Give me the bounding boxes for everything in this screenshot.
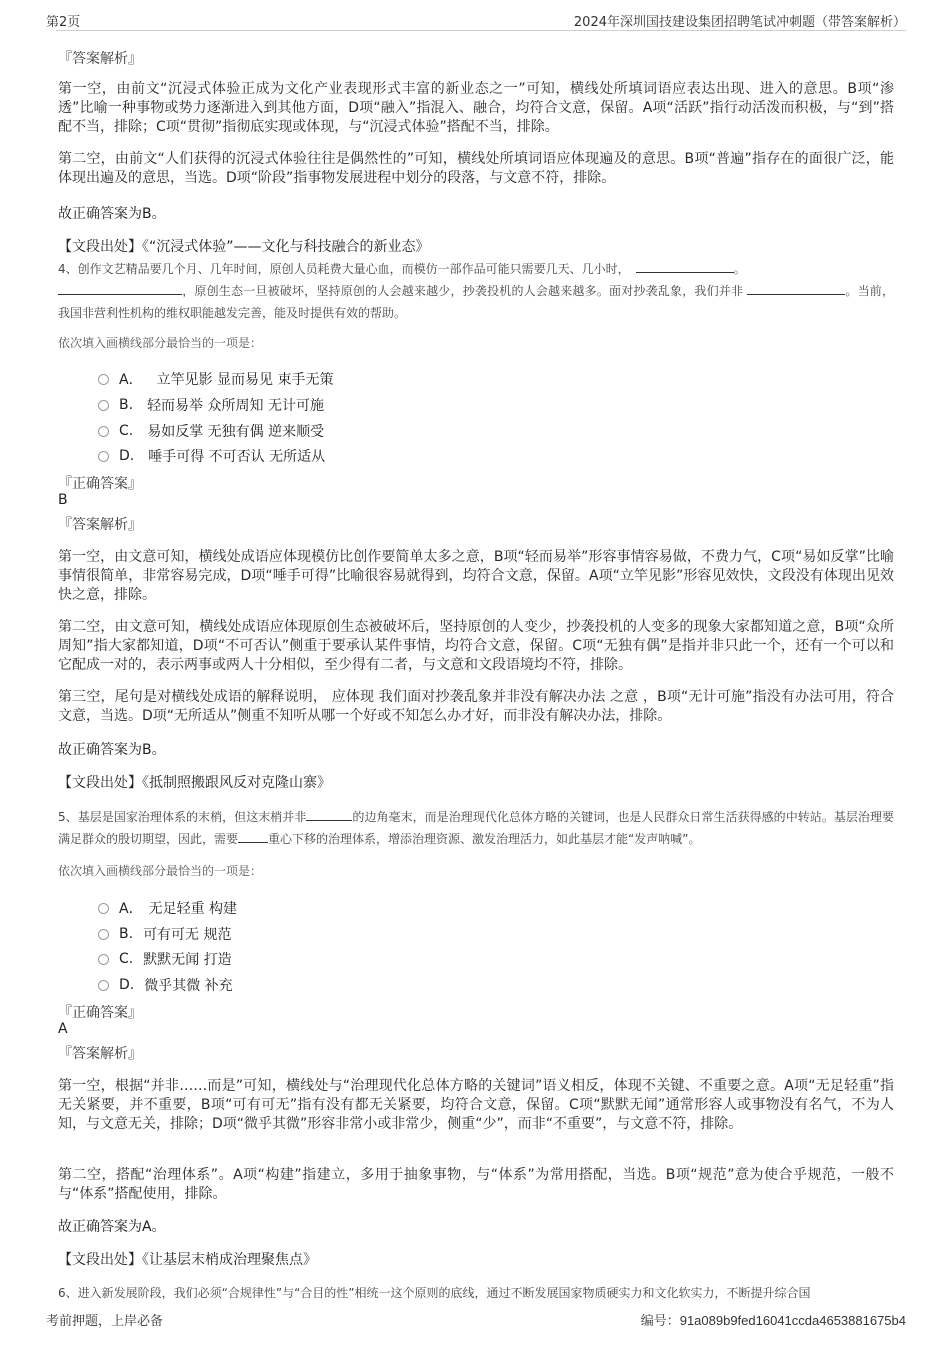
q4-conclusion: 故正确答案为B。 bbox=[58, 742, 166, 758]
q5-correct-label: 『正确答案』 bbox=[58, 1005, 142, 1021]
q4-blank-1 bbox=[636, 262, 734, 273]
radio-icon[interactable] bbox=[98, 954, 109, 965]
radio-icon[interactable] bbox=[98, 426, 109, 437]
radio-icon[interactable] bbox=[98, 374, 109, 385]
q4-analysis-label: 『答案解析』 bbox=[58, 517, 142, 533]
q4-analysis-p3: 第三空，尾句是对横线处成语的解释说明， 应体现 我们面对抄袭乱象并非没有解决办法 之意 ，B项“无计可施”指没有办法可用，符合文意，当选。D项“无所适从”侧重不知听从哪一个好或不知怎么办才好，而非没有解决办法，排除。 bbox=[58, 689, 894, 724]
q4-option-c[interactable]: C. 易如反掌 无独有偶 逆来顺受 bbox=[98, 421, 324, 441]
radio-icon[interactable] bbox=[98, 903, 109, 914]
document-title: 2024年深圳国技建设集团招聘笔试冲刺题（带答案解析） bbox=[573, 15, 906, 30]
footer-slogan: 考前押题，上岸必备 bbox=[46, 1314, 164, 1329]
q4-blank-2 bbox=[58, 284, 182, 295]
q4-option-a[interactable]: A． 立竿见影 显而易见 束手无策 bbox=[98, 369, 333, 389]
q6-stem: 6、进入新发展阶段，我们必须“合规律性”与“合目的性”相统一这个原则的底线，通过不断发展国家物质硬实力和文化软实力，不断提升综合国 bbox=[58, 1286, 811, 1300]
q4-instruction: 依次填入画横线部分最恰当的一项是： bbox=[58, 336, 263, 350]
q5-stem: 5、基层是国家治理体系的末梢，但这末梢并非 的边角毫末，而是治理现代化总体方略的关键词，也是人民群众日常生活获得感的中转站。基层治理要满足群众的殷切期望，因此，需要 重心下移的治理体系，增添治理资源、激发治理活力，如此基层才能“发声呐喊”。 bbox=[58, 810, 894, 846]
q5-analysis-p1: 第一空，根据“并非……而是”可知，横线处与“治理现代化总体方略的关键词”语义相反，体现不关键、不重要之意。A项“无足轻重”指无关紧要，并不重要，B项“可有可无”指有没有都无关紧要，均符合文意，保留。C项“默默无闻”通常形容人或事物没有名气，不为人知，与文意无关，排除；D项“微乎其微”形容非常小或非常少，侧重“少”，而非“不重要”，与文意不符，排除。 bbox=[58, 1078, 894, 1132]
q5-option-c[interactable]: C. 默默无闻 打造 bbox=[98, 949, 232, 969]
radio-icon[interactable] bbox=[98, 980, 109, 991]
page-number: 第2页 bbox=[46, 15, 81, 30]
q5-instruction: 依次填入画横线部分最恰当的一项是： bbox=[58, 864, 263, 878]
radio-icon[interactable] bbox=[98, 400, 109, 411]
q3-analysis-label: 『答案解析』 bbox=[58, 51, 142, 67]
page-footer bbox=[46, 1310, 906, 1329]
q4-stem: 4、创作文艺精品要几个月、几年时间，原创人员耗费大量心血，而模仿一部作品可能只需要几天、几小时， 。 ，原创生态一旦被破坏，坚持原创的人会越来越少，抄袭投机的人会越来越多。面对抄袭乱象，我们并非 。当前，我国非营利性机构的维权职能越发完善，能及时提供有效的帮助。 bbox=[58, 262, 894, 320]
q4-analysis-p2: 第二空，由文意可知，横线处成语应体现原创生态被破坏后，坚持原创的人变少，抄袭投机的人变多的现象大家都知道之意，B项“众所周知”指大家都知道，D项“不可否认”侧重于要承认某件事情，均符合文意，保留。C项“无独有偶”是指并非只此一个，还有一个可以和它配成一对的，表示两事或两人十分相似，至少得有二者，与文意和文段语境均不符，排除。 bbox=[58, 619, 894, 673]
q4-blank-3 bbox=[747, 284, 845, 295]
page-header bbox=[46, 8, 906, 31]
q5-analysis-p2: 第二空，搭配“治理体系”。A项“构建”指建立，多用于抽象事物，与“体系”为常用搭配，当选。B项“规范”意为使合乎规范，一般不与“体系”搭配使用，排除。 bbox=[58, 1167, 894, 1202]
q5-correct-answer: A bbox=[58, 1021, 68, 1037]
q5-blank-2 bbox=[238, 832, 268, 843]
q3-analysis-p2: 第二空，由前文“人们获得的沉浸式体验往往是偶然性的”可知，横线处所填词语应体现遍及的意思。B项“普遍”指存在的面很广泛，能体现出遍及的意思，当选。D项“阶段”指事物发展进程中划分的段落，与文意不符，排除。 bbox=[58, 151, 894, 186]
q3-analysis-p1: 第一空，由前文“沉浸式体验正成为文化产业表现形式丰富的新业态之一”可知，横线处所填词语应表达出现、进入的意思。B项“渗透”比喻一种事物或势力逐渐进入到其他方面，D项“融入”指混入、融合，均符合文意，保留。A项“活跃”指行动活泼而积极，与“到”搭配不当，排除；C项“贯彻”指彻底实现或体现，与“沉浸式体验”搭配不当，排除。 bbox=[58, 81, 894, 135]
q5-option-d[interactable]: D. 微乎其微 补充 bbox=[98, 975, 233, 995]
q5-option-a[interactable]: A． 无足轻重 构建 bbox=[98, 898, 237, 918]
q4-correct-label: 『正确答案』 bbox=[58, 476, 142, 492]
q4-source: 【文段出处】《抵制照搬跟风反对克隆山寨》 bbox=[58, 775, 331, 791]
q4-option-d[interactable]: D. 唾手可得 不可否认 无所适从 bbox=[98, 446, 325, 466]
document-code: 编号：91a089b9fed16041ccda4653881675b4 bbox=[640, 1313, 906, 1328]
q3-conclusion: 故正确答案为B。 bbox=[58, 206, 166, 222]
q4-correct-answer: B bbox=[58, 492, 68, 508]
q5-analysis-label: 『答案解析』 bbox=[58, 1046, 142, 1062]
q4-analysis-p1: 第一空，由文意可知，横线处成语应体现模仿比创作要简单太多之意，B项“轻而易举”形容事情容易做，不费力气，C项“易如反掌”比喻事情很简单，非常容易完成，D项“唾手可得”比喻很容易就得到，均符合文意，保留。A项“立竿见影”形容见效快，文段没有体现出见效快之意，排除。 bbox=[58, 549, 894, 603]
q5-option-b[interactable]: B. 可有可无 规范 bbox=[98, 924, 232, 944]
q5-conclusion: 故正确答案为A。 bbox=[58, 1219, 166, 1235]
q5-blank-1 bbox=[306, 810, 352, 821]
q4-option-b[interactable]: B. 轻而易举 众所周知 无计可施 bbox=[98, 395, 324, 415]
q5-source: 【文段出处】《让基层末梢成治理聚焦点》 bbox=[58, 1252, 317, 1268]
radio-icon[interactable] bbox=[98, 451, 109, 462]
radio-icon[interactable] bbox=[98, 929, 109, 940]
q3-source: 【文段出处】《“沉浸式体验”——文化与科技融合的新业态》 bbox=[58, 239, 430, 255]
